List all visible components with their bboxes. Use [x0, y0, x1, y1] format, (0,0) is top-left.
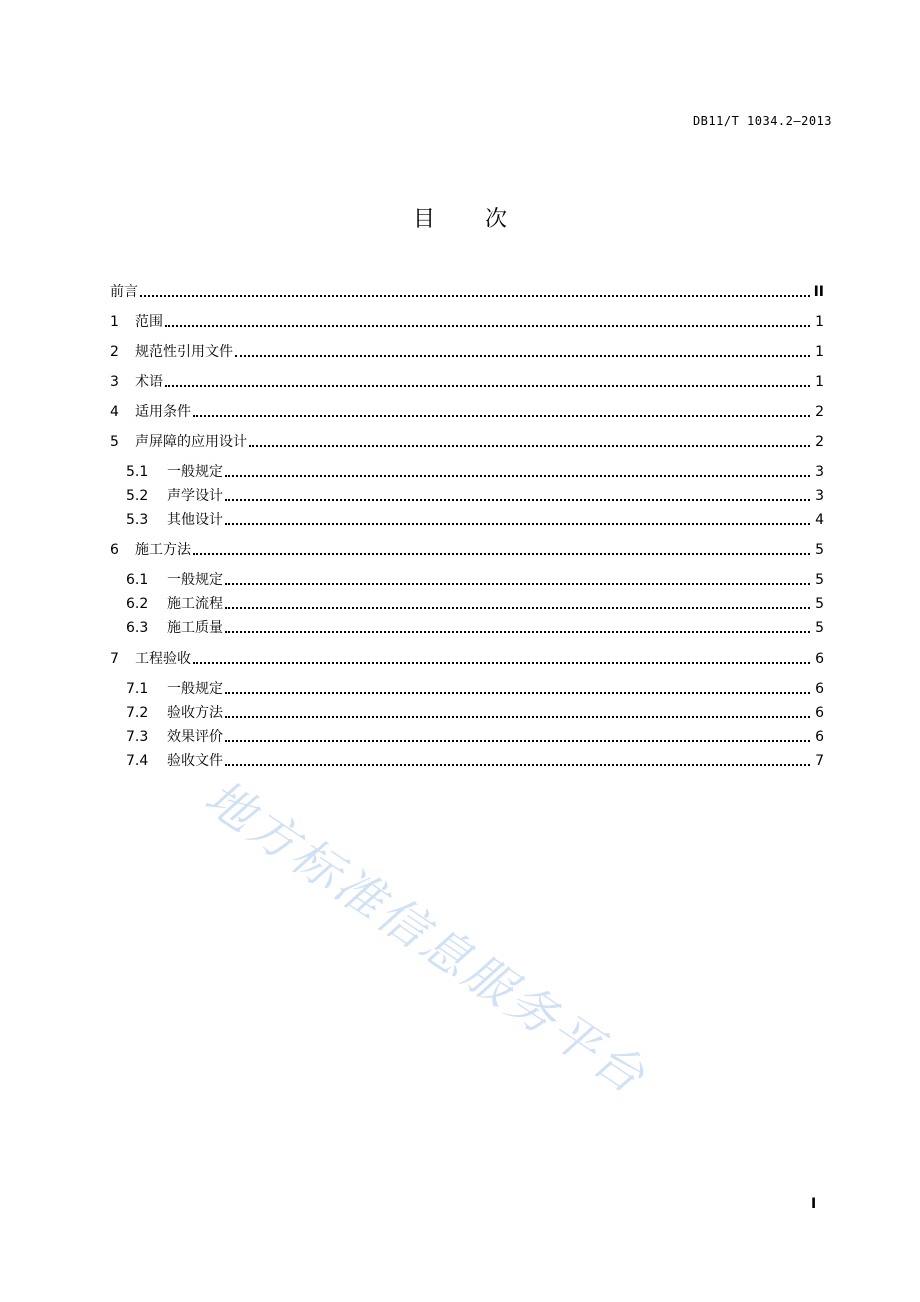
toc-entry[interactable] — [110, 431, 824, 451]
toc-entry-label: 施工流程 — [167, 596, 223, 612]
watermark: 地方标准信息服务平台 — [194, 769, 657, 1107]
toc-entry-number: 6.2 — [126, 596, 149, 612]
toc-leader-dots — [193, 662, 810, 664]
toc-entry-page: 6 — [815, 651, 824, 667]
toc-entry-label: 前言 — [110, 284, 138, 300]
toc-entry-number: 6.3 — [126, 620, 149, 636]
toc-entry-number: 7 — [110, 651, 119, 667]
toc-entry-page: 3 — [815, 464, 824, 480]
toc-leader-dots — [235, 355, 810, 357]
toc-entry-number: 7.1 — [126, 681, 149, 697]
toc-entry[interactable] — [110, 461, 824, 481]
toc-entry-label: 验收方法 — [167, 705, 223, 721]
toc-entry-label: 一般规定 — [167, 681, 223, 697]
toc-leader-dots — [225, 716, 810, 718]
toc-entry[interactable] — [110, 281, 824, 301]
toc-entry-page: 5 — [815, 596, 824, 612]
toc-entry[interactable] — [110, 702, 824, 722]
toc-entry-label: 规范性引用文件 — [135, 344, 233, 360]
toc-leader-dots — [225, 764, 810, 766]
toc-entry-page: 2 — [815, 404, 824, 420]
toc-leader-dots — [225, 631, 810, 633]
toc-entry-number: 6.1 — [126, 572, 149, 588]
page-title — [0, 202, 920, 233]
toc-leader-dots — [140, 295, 810, 297]
toc-entry-label: 验收文件 — [167, 753, 223, 769]
toc-entry[interactable] — [110, 311, 824, 331]
toc-entry-page: 3 — [815, 488, 824, 504]
toc-entry-label: 施工方法 — [135, 542, 191, 558]
toc-entry[interactable] — [110, 569, 824, 589]
toc-entry-label: 效果评价 — [167, 729, 223, 745]
toc-entry-label: 工程验收 — [135, 651, 191, 667]
toc-entry[interactable] — [110, 593, 824, 613]
toc-entry-number: 2 — [110, 344, 119, 360]
toc-leader-dots — [165, 325, 810, 327]
toc-entry[interactable] — [110, 617, 824, 637]
toc-entry-page: 5 — [815, 572, 824, 588]
toc-entry-label: 一般规定 — [167, 572, 223, 588]
toc-entry-number: 5.2 — [126, 488, 149, 504]
toc-entry[interactable] — [110, 341, 824, 361]
toc-entry-number: 5.1 — [126, 464, 149, 480]
toc-leader-dots — [225, 523, 810, 525]
toc-entry-number: 3 — [110, 374, 119, 390]
page-number: I — [811, 1196, 817, 1212]
document-code: DB11/T 1034.2—2013 — [692, 114, 832, 128]
title-char-1: 目 — [412, 207, 435, 232]
toc-entry-label: 术语 — [135, 374, 163, 390]
toc-entry[interactable] — [110, 401, 824, 421]
toc-entry-number: 4 — [110, 404, 119, 420]
toc-leader-dots — [165, 385, 810, 387]
toc-leader-dots — [225, 583, 810, 585]
toc-leader-dots — [193, 553, 810, 555]
toc-entry[interactable] — [110, 750, 824, 770]
toc-entry-label: 其他设计 — [167, 512, 223, 528]
toc-leader-dots — [249, 445, 810, 447]
toc-entry[interactable] — [110, 726, 824, 746]
toc-leader-dots — [225, 692, 810, 694]
toc-entry[interactable] — [110, 648, 824, 668]
toc-entry-number: 1 — [110, 314, 119, 330]
toc-entry-page: 4 — [815, 512, 824, 528]
toc-entry-page: 5 — [815, 542, 824, 558]
toc-leader-dots — [225, 740, 810, 742]
toc-entry[interactable] — [110, 539, 824, 559]
toc-entry-number: 7.2 — [126, 705, 149, 721]
toc-entry-page: 6 — [815, 729, 824, 745]
toc-entry-number: 5.3 — [126, 512, 149, 528]
toc-entry-number: 7.4 — [126, 753, 149, 769]
toc-entry-page: 6 — [815, 681, 824, 697]
toc-entry-label: 范围 — [135, 314, 163, 330]
toc-entry[interactable] — [110, 678, 824, 698]
toc-entry-label: 一般规定 — [167, 464, 223, 480]
toc-entry-page: 6 — [815, 705, 824, 721]
toc-leader-dots — [193, 415, 810, 417]
toc-entry-page: 2 — [815, 434, 824, 450]
toc-entry[interactable] — [110, 485, 824, 505]
toc-entry-page: 1 — [815, 344, 824, 360]
toc-leader-dots — [225, 475, 810, 477]
toc-entry[interactable] — [110, 371, 824, 391]
toc-entry-page: 1 — [815, 314, 824, 330]
toc-entry-label: 声学设计 — [167, 488, 223, 504]
toc-entry-number: 5 — [110, 434, 119, 450]
title-char-2: 次 — [485, 207, 508, 232]
toc-entry-label: 适用条件 — [135, 404, 191, 420]
toc-entry-label: 声屏障的应用设计 — [135, 434, 247, 450]
toc-entry-number: 6 — [110, 542, 119, 558]
toc-leader-dots — [225, 607, 810, 609]
toc-entry-page: II — [813, 284, 824, 300]
toc-leader-dots — [225, 499, 810, 501]
toc-entry-page: 1 — [815, 374, 824, 390]
toc-entry-number: 7.3 — [126, 729, 149, 745]
toc-entry[interactable] — [110, 509, 824, 529]
toc-entry-label: 施工质量 — [167, 620, 223, 636]
toc-entry-page: 5 — [815, 620, 824, 636]
toc-entry-page: 7 — [815, 753, 824, 769]
